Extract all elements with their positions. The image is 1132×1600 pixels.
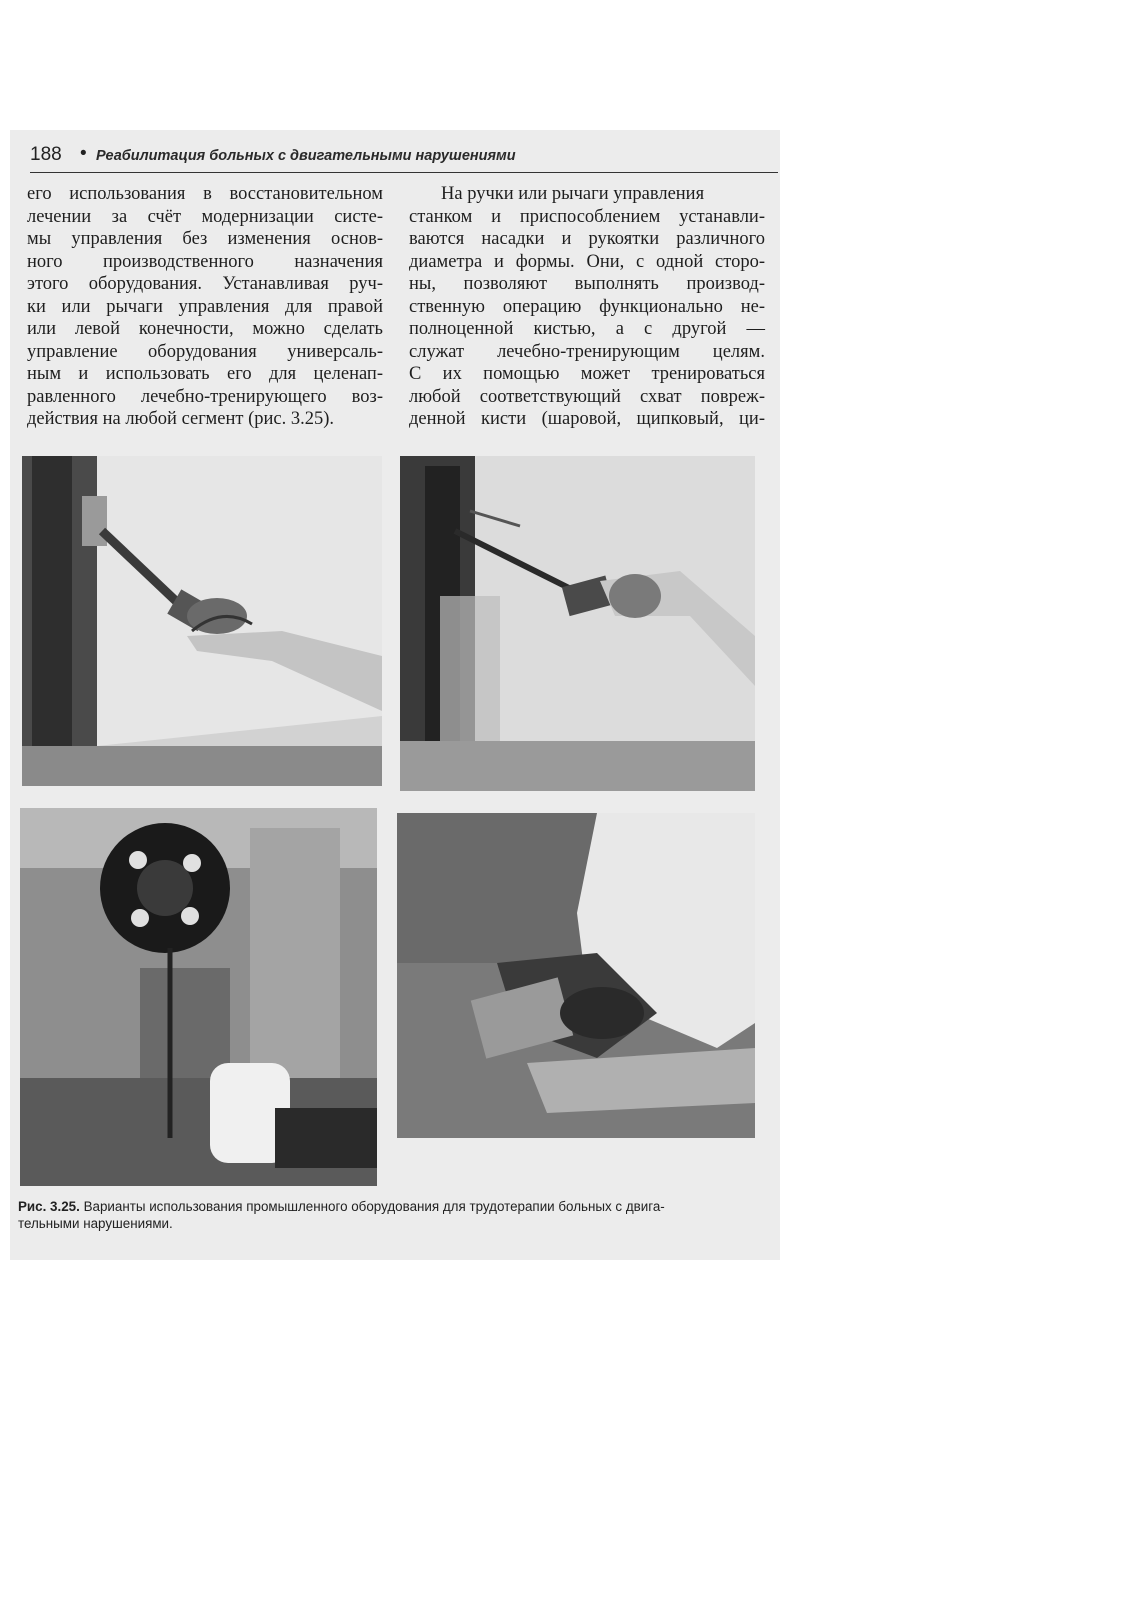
- right-text-column: [409, 183, 765, 431]
- running-title: Реабилитация больных с двигательными нарушениями: [96, 148, 516, 164]
- text-line: или левой конечности, можно сделать: [27, 319, 383, 339]
- text-line: ственную операцию функционально не-: [409, 296, 765, 317]
- text-line: С их помощью может тренироваться: [409, 364, 765, 384]
- caption-text-line2: тельными нарушениями.: [18, 1216, 173, 1231]
- photo-gloved-hand-drill-press: [20, 808, 377, 1186]
- text-line: его использования в восстановительном: [27, 184, 383, 204]
- left-text-column: [27, 183, 383, 431]
- text-line: ки или рычаги управления для правой: [27, 296, 383, 317]
- photo-hand-on-handle: [400, 456, 755, 791]
- page-number: 188: [30, 144, 62, 165]
- text-line: служат лечебно-тренирующим целям.: [409, 341, 765, 362]
- text-line: действия на любой сегмент (рис. 3.25).: [27, 409, 335, 429]
- text-line: денной кисти (шаровой, щипковый, ци-: [409, 409, 765, 429]
- text-line: станком и приспособлением устанавли-: [409, 206, 765, 227]
- header-bullet: •: [80, 143, 87, 164]
- text-line: любой соответствующий схват повреж-: [409, 386, 765, 407]
- text-line: лечении за счёт модернизации систе-: [27, 206, 383, 227]
- running-header: [30, 142, 778, 173]
- text-line: мы управления без изменения основ-: [27, 229, 383, 249]
- text-line: На ручки или рычаги управления: [441, 184, 705, 204]
- text-line: управление оборудования универсаль-: [27, 341, 383, 362]
- text-line: диаметра и формы. Они, с одной сторо-: [409, 251, 765, 272]
- text-line: ного производственного назначения: [27, 251, 383, 272]
- figure-caption: [18, 1198, 766, 1232]
- text-line: полноценной кистью, а с другой —: [409, 319, 765, 339]
- text-line: равленного лечебно-тренирующего воз-: [27, 386, 383, 407]
- photo-foot-on-pedal: [397, 813, 755, 1138]
- photo-hand-on-lever: [22, 456, 382, 786]
- text-line: ваются насадки и рукоятки различного: [409, 229, 765, 249]
- figure-label: Рис. 3.25.: [18, 1199, 80, 1214]
- caption-text-line1: Варианты использования промышленного оборудования для трудотерапии больных с двига-: [83, 1199, 665, 1214]
- text-line: ным и использовать его для целенап-: [27, 364, 383, 384]
- text-line: этого оборудования. Устанавливая руч-: [27, 274, 383, 294]
- text-line: ны, позволяют выполнять производ-: [409, 274, 765, 294]
